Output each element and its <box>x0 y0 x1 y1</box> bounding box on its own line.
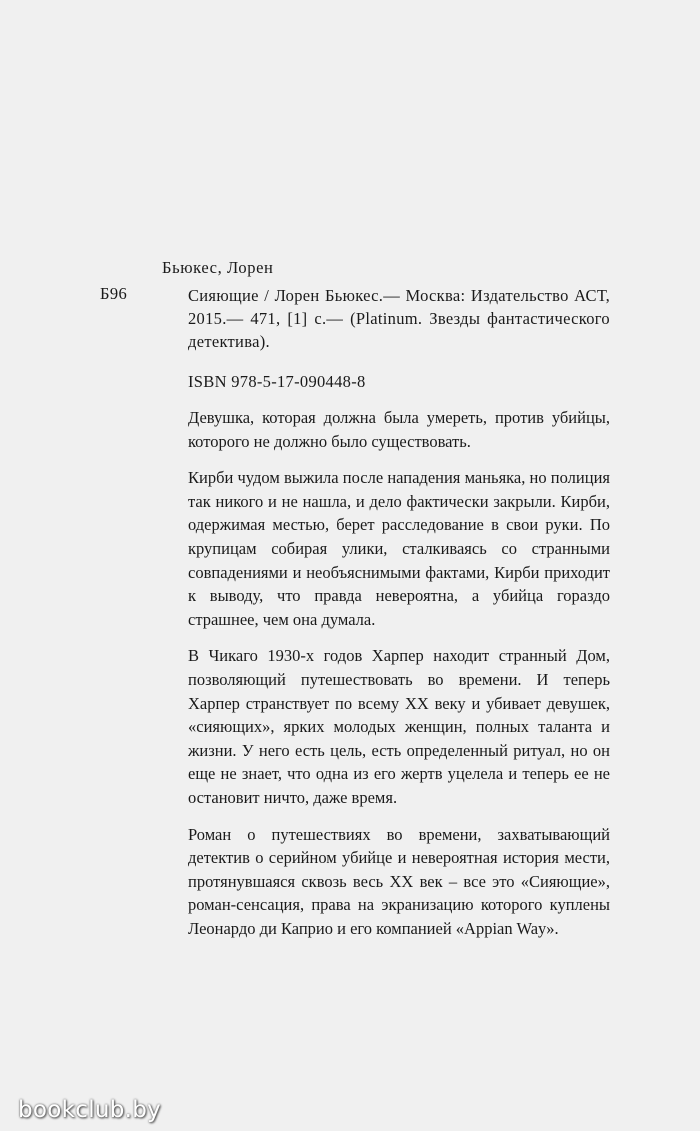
annotation-paragraph-4: Роман о путешествиях во времени, захватывающий детектив о серийном убийце и невероятная история мести, протянувшаяся сквозь весь XX век – все это «Сияющие», роман-сенсация, права на экранизацию которого куплены Леонардо ди Каприо и его компанией «Appian Way». <box>188 824 610 938</box>
annotation <box>188 406 610 953</box>
annotation-paragraph-2: Кирби чудом выжила после нападения маньяка, но полиция так никого и не нашла, и дело фактически закрыли. Кирби, одержимая местью, берет расследование в свои руки. По крупицам собирая улики, сталкиваясь со странными совпадениями и необъяснимыми фактами, Кирби приходит к выводу, что правда невероятна, а убийца гораздо страшнее, чем она думала. <box>188 468 610 629</box>
isbn: ISBN 978-5-17-090448-8 <box>188 372 366 391</box>
bibliographic-record: Сияющие / Лорен Бьюкес.— Москва: Издательство АСТ, 2015.— 471, [1] с.— (Platinum. Звезды фантастического детектива). <box>188 286 610 351</box>
watermark: bookclub.by <box>18 1097 162 1123</box>
annotation-paragraph-3: В Чикаго 1930-х годов Харпер находит странный Дом, позволяющий путешествовать во времени. И теперь Харпер странствует по всему XX веку и убивает девушек, «сияющих», ярких молодых женщин, полных таланта и жизни. У него есть цель, есть определенный ритуал, но он еще не знает, что одна из его жертв уцелела и теперь ее не остановит ничто, даже время. <box>188 646 610 807</box>
author-code: Б96 <box>100 284 128 303</box>
author-heading: Бьюкес, Лорен <box>162 258 274 277</box>
annotation-paragraph-1: Девушка, которая должна была умереть, против убийцы, которого не должно было существовать. <box>188 408 610 451</box>
